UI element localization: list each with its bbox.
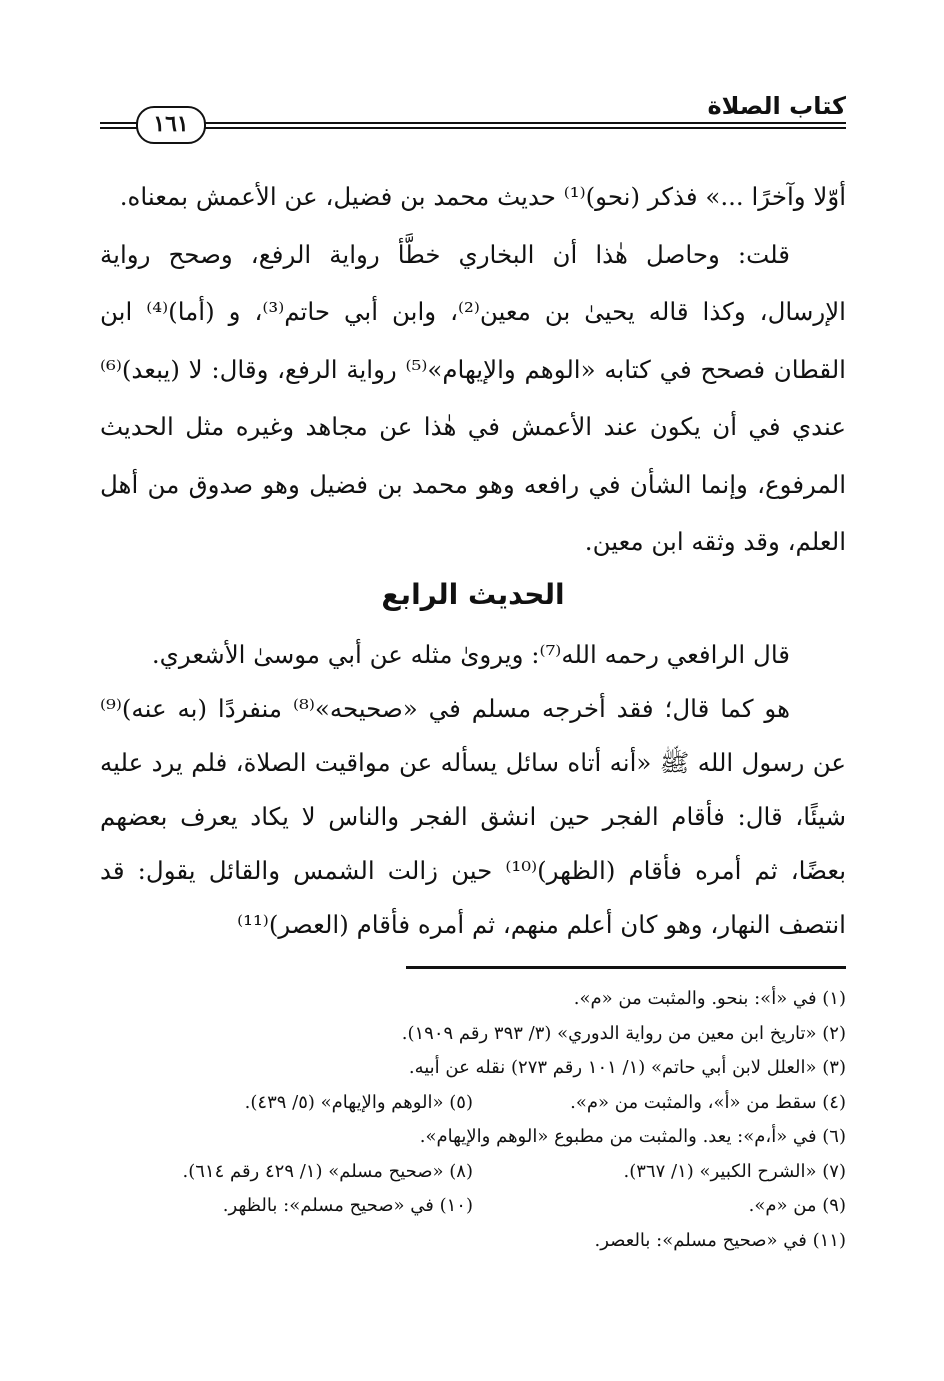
footnote: (٥) «الوهم والإيهام» (٥/ ٤٣٩).	[244, 1091, 473, 1113]
running-title: كتاب الصلاة	[707, 92, 846, 120]
footnote-row	[100, 1155, 846, 1190]
footnotes	[100, 982, 846, 1258]
footnote-row	[100, 1189, 846, 1224]
page-number: ١٦١	[136, 106, 206, 144]
footnote: (٣) «العلل لابن أبي حاتم» (١/ ١٠١ رقم ٢٧٣) نقله عن أبيه.	[408, 1057, 846, 1078]
footnote: (٧) «الشرح الكبير» (١/ ٣٦٧).	[623, 1160, 846, 1182]
footnote: (١) في «أ»: بنحو. والمثبت من «م».	[573, 988, 846, 1009]
footnote: (٢) «تاريخ ابن معين من رواية الدوري» (٣/ ٣٩٣ رقم ١٩٠٩).	[401, 1022, 846, 1044]
footnote: (٨) «صحيح مسلم» (١/ ٤٢٩ رقم ٦١٤).	[182, 1160, 473, 1182]
section-title: الحديث الرابع	[381, 578, 565, 611]
footnote-rule	[406, 966, 846, 969]
footnote: (٦) في «أ،م»: يعد. والمثبت من مطبوع «الوهم والإيهام».	[419, 1126, 846, 1147]
footnote: (٩) من «م».	[748, 1195, 846, 1216]
page-header	[100, 92, 846, 148]
footnote-row	[100, 1086, 846, 1121]
footnote: (١١) في «صحيح مسلم»: بالعصر.	[594, 1229, 846, 1251]
footnote: (١٠) في «صحيح مسلم»: بالظهر.	[222, 1195, 473, 1216]
paragraph: أوّلا وآخرًا ...» فذكر (نحو)⁽¹⁾ حديث محمد بن فضيل، عن الأعمش بمعناه.	[119, 182, 846, 211]
paragraph: قلت: وحاصل هٰذا أن البخاري خطَّأ رواية الرفع، وصحح رواية الإرسال، وكذا قاله يحيىٰ بن معين⁽²⁾، وابن أبي حاتم⁽³⁾، و (أما)⁽⁴⁾ ابن القطان فصحح في كتابه «الوهم والإيهام»⁽⁵⁾ رواية الرفع، وقال: لا (يبعد)⁽⁶⁾ عندي في أن يكون عند الأعمش في هٰذا عن مجاهد وغيره مثل الحديث المرفوع، وإنما الشأن في رافعه وهو محمد بن فضيل وهو صدوق من أهل العلم، وقد وثقه ابن معين.	[100, 239, 846, 556]
footnote: (٤) سقط من «أ»، والمثبت من «م».	[570, 1091, 846, 1113]
header-rule	[100, 122, 846, 129]
main-text	[100, 168, 846, 571]
hadith-text	[100, 628, 846, 952]
paragraph: قال الرافعي رحمه الله⁽⁷⁾: ويروىٰ مثله عن أبي موسىٰ الأشعري.	[151, 640, 790, 669]
paragraph: هو كما قال؛ فقد أخرجه مسلم في «صحيحه»⁽⁸⁾ منفردًا (به عنه)⁽⁹⁾ عن رسول الله ﷺ «أنه أتاه سائل يسأله عن مواقيت الصلاة، فلم يرد عليه شيئًا، قال: فأقام الفجر حين انشق الفجر والناس لا يكاد يعرف بعضهم بعضًا، ثم أمره فأقام (الظهر)⁽¹⁰⁾ حين زالت الشمس والقائل يقول: قد انتصف النهار، وهو كان أعلم منهم، ثم أمره فأقام (العصر)⁽¹¹⁾	[100, 694, 847, 939]
